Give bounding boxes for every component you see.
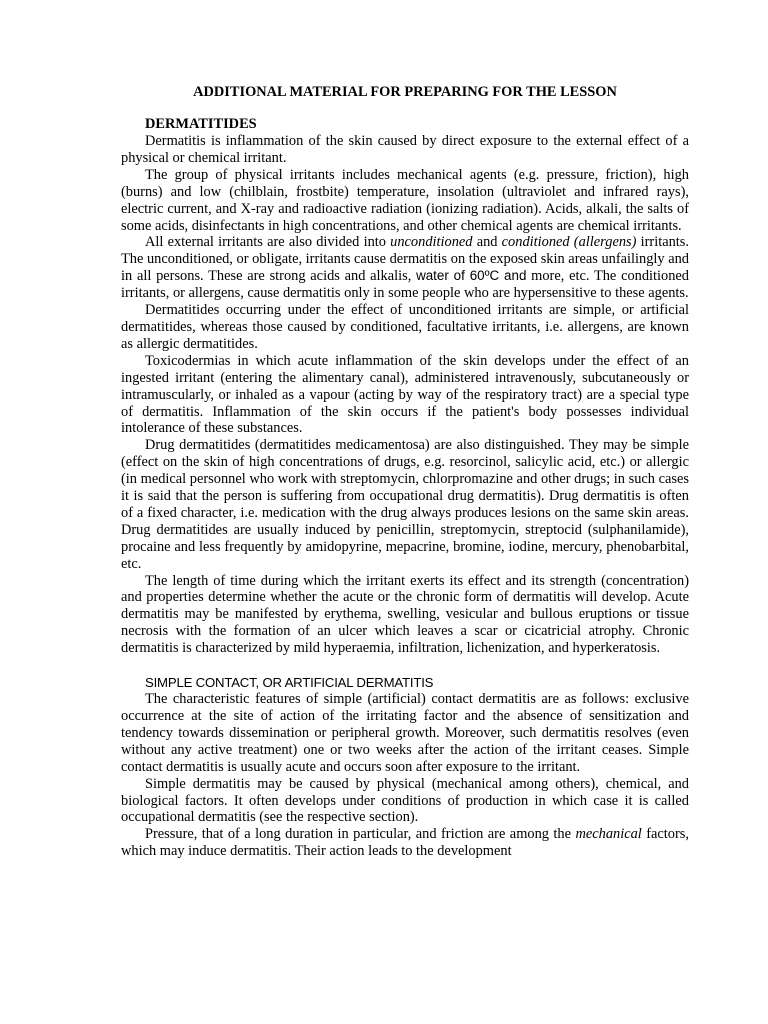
paragraph-irritant-types [121,234,689,302]
text-run: All external irritants are also divided into [145,234,391,251]
paragraph-drug-dermatitides: Drug dermatitides (dermatitides medicamentosa) are also distinguished. They may be simple (effect on the skin of high concentrations of drugs, e.g. resorcinol, salicylic acid, etc.) or allergic (in medical personnel who work with streptomycin, chlorpromazine and other drugs; in such cases it is said that the person is suffering from occupational drug dermatitis). Drug dermatitis is often of a fixed character, i.e. medication with the drug always produces lesions on the same skin areas. Drug dermatitides are usually induced by penicillin, streptomycin, streptocid (sulphanilamide), procaine and less frequently by amidopyrine, mepacrine, bromine, iodine, mercury, phenobarbital, etc. [121,437,689,572]
emphasis-mechanical: mechanical [575,826,642,843]
section-heading-dermatitides: DERMATITIDES [145,116,257,132]
paragraph-mechanical-factors [121,826,689,860]
paragraph-physical-irritants: The group of physical irritants includes mechanical agents (e.g. pressure, friction), high (burns) and low (chilblain, frostbite) temperature, insolation (ultraviolet and infrared rays), electric current, and X-ray and radioactive radiation (ionizing radiation). Acids, alkali, the salts of some acids, disinfectants in high concentrations, and other chemical agents are chemical irritants. [121,166,689,234]
emphasis-conditioned: conditioned (allergens) [501,234,637,251]
text-run: factors, which may induce dermatitis. Their action leads to the development [121,826,689,860]
document-content [121,84,689,860]
paragraph-causes: Simple dermatitis may be caused by physical (mechanical among others), chemical, and biological factors. It often develops under conditions of production in which case it is called occupational dermatitis (see the respective section). [121,775,689,826]
paragraph-characteristics: The characteristic features of simple (artificial) contact dermatitis are as follows: exclusive occurrence at the site of action of the irritating factor and the absence of sensitization and tendency towards dissemination or peripheral growth. Moreover, such dermatitis resolves (even without any active treatment) one or two weeks after the action of the irritant ceases. Simple contact dermatitis is usually acute and occurs soon after exposure to the irritant. [121,691,689,775]
page-title: ADDITIONAL MATERIAL FOR PREPARING FOR THE LESSON [193,84,617,100]
paragraph-toxicodermias: Toxicodermias in which acute inflammation of the skin develops under the effect of an ingested irritant (entering the alimentary canal), administered intravenously, subcutaneously or intramuscularly, or inhaled as a vapour (acting by way of the respiratory tract) are a special type of dermatitis. Inflammation of the skin occurs if the patient's body possesses individual intolerance of these substances. [121,352,689,437]
text-run: more, etc. The conditioned irritants, or allergens, cause dermatitis only in some people who are hypersensitive to these agents. [121,268,690,302]
text-run: Pressure, that of a long duration in particular, and friction are among the [145,826,576,843]
paragraph-simple-vs-allergic: Dermatitides occurring under the effect of unconditioned irritants are simple, or artificial dermatitides, whereas those caused by conditioned, facultative irritants, i.e. allergens, are known as allergic dermatitides. [121,302,689,352]
text-run-water-temp: water of 60ºC and [416,268,527,284]
text-run: and [472,234,502,251]
emphasis-unconditioned: unconditioned [390,234,473,251]
paragraph-definition: Dermatitis is inflammation of the skin caused by direct exposure to the external effect of a physical or chemical irritant. [121,133,689,166]
paragraph-acute-chronic: The length of time during which the irritant exerts its effect and its strength (concentration) and properties determine whether the acute or the chronic form of dermatitis will develop. Acute dermatitis may be manifested by erythema, swelling, vesicular and bullous eruptions or tissue necrosis with the formation of an ulcer which leaves a scar or cicatricial atrophy. Chronic dermatitis is characterized by mild hyperaemia, infiltration, lichenization, and hyperkeratosis. [121,572,689,657]
text-run: irritants. The unconditioned, or obligate, irritants cause dermatitis on the exposed skin areas unfailingly and in all persons. These are strong acids and alkalis, [121,234,689,285]
section-heading-simple-contact: SIMPLE CONTACT, OR ARTIFICIAL DERMATITIS [145,675,434,691]
